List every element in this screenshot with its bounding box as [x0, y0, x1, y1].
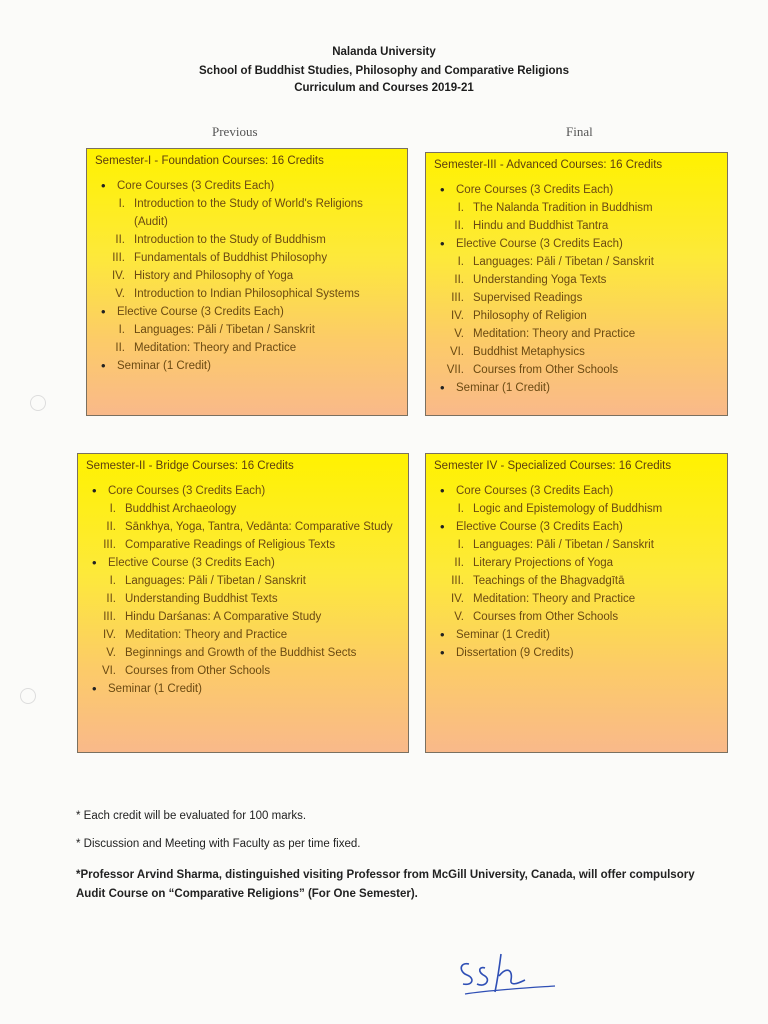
semester-box [86, 148, 408, 416]
course-name: Philosophy of Religion [473, 310, 587, 322]
course-section-label: • Core Courses (3 Credits Each) [95, 177, 399, 195]
course-number: VI. [101, 665, 116, 677]
course-section-label: • Elective Course (3 Credits Each) [95, 303, 399, 321]
course-name: Teachings of the Bhagvadgītā [473, 575, 625, 587]
course-item [434, 343, 719, 361]
course-item [86, 608, 400, 626]
course-item [434, 271, 719, 289]
school-name: School of Buddhist Studies, Philosophy and Comparative Religions [199, 65, 569, 77]
course-name: Literary Projections of Yoga [473, 557, 614, 569]
course-item [434, 361, 719, 379]
course-name: Languages: Pāli / Tibetan / Sanskrit [473, 256, 654, 268]
course-number: III. [112, 252, 125, 264]
course-name: Understanding Buddhist Texts [125, 593, 278, 605]
course-item [86, 662, 400, 680]
course-name: Meditation: Theory and Practice [473, 593, 636, 605]
curriculum-title: Curriculum and Courses 2019-21 [294, 82, 474, 94]
column-heading-previous: Previous [212, 124, 258, 139]
semester-title: Semester IV - Specialized Courses: 16 Credits [434, 460, 672, 472]
course-name: Introduction to the Study of Buddhism [134, 234, 326, 246]
course-number: V. [115, 288, 125, 300]
signature [455, 950, 565, 1010]
course-item [95, 321, 399, 339]
course-number: V. [106, 647, 116, 659]
course-name: Languages: Pāli / Tibetan / Sanskrit [125, 575, 306, 587]
course-name: Hindu Darśanas: A Comparative Study [125, 611, 322, 623]
course-item [95, 195, 399, 231]
course-number: III. [451, 575, 464, 587]
course-number: V. [454, 611, 464, 623]
course-name: Hindu and Buddhist Tantra [473, 220, 609, 232]
column-heading-final: Final [566, 124, 593, 139]
course-name: Introduction to the Study of World's Religions (Audit) [134, 198, 363, 228]
course-name: Fundamentals of Buddhist Philosophy [134, 252, 328, 264]
course-item [95, 231, 399, 249]
course-number: IV. [102, 629, 116, 641]
course-name: Languages: Pāli / Tibetan / Sanskrit [473, 539, 654, 551]
course-name: Sānkhya, Yoga, Tantra, Vedānta: Comparative Study [125, 521, 393, 533]
semester-box [425, 453, 728, 753]
footnote: * Each credit will be evaluated for 100 marks. [76, 810, 307, 822]
semester-title: Semester-II - Bridge Courses: 16 Credits [86, 460, 294, 472]
course-number: VII. [446, 364, 464, 376]
course-item [434, 536, 719, 554]
course-name: Meditation: Theory and Practice [125, 629, 288, 641]
course-number: II. [454, 557, 464, 569]
course-item [434, 217, 719, 235]
course-number: II. [115, 342, 125, 354]
course-number: I. [118, 324, 125, 336]
course-item [95, 339, 399, 357]
course-item [86, 590, 400, 608]
course-number: VI. [449, 346, 464, 358]
course-name: Languages: Pāli / Tibetan / Sanskrit [134, 324, 315, 336]
course-section-label: • Dissertation (9 Credits) [434, 644, 719, 662]
course-item [86, 500, 400, 518]
course-item [434, 554, 719, 572]
course-item [434, 289, 719, 307]
course-section-label: • Elective Course (3 Credits Each) [434, 518, 719, 536]
course-item [95, 285, 399, 303]
course-name: Courses from Other Schools [473, 611, 619, 623]
course-name: Beginnings and Growth of the Buddhist Sects [125, 647, 357, 659]
course-item [434, 253, 719, 271]
punch-hole-mark [30, 395, 46, 411]
course-section-label: • Elective Course (3 Credits Each) [434, 235, 719, 253]
course-item [434, 608, 719, 626]
punch-hole-mark [20, 688, 36, 704]
course-name: Meditation: Theory and Practice [134, 342, 297, 354]
course-item [86, 644, 400, 662]
course-name: Understanding Yoga Texts [473, 274, 607, 286]
semester-title: Semester-III - Advanced Courses: 16 Credits [434, 159, 663, 171]
course-item [434, 199, 719, 217]
course-item [434, 500, 719, 518]
course-number: II. [454, 220, 464, 232]
course-item [86, 536, 400, 554]
course-number: II. [454, 274, 464, 286]
semester-box [425, 152, 728, 416]
course-section-label: • Elective Course (3 Credits Each) [86, 554, 400, 572]
course-number: I. [457, 503, 464, 515]
course-name: Buddhist Metaphysics [473, 346, 585, 358]
semester-title: Semester-I - Foundation Courses: 16 Credits [95, 155, 324, 167]
course-number: IV. [450, 310, 464, 322]
course-number: V. [454, 328, 464, 340]
course-name: Comparative Readings of Religious Texts [125, 539, 336, 551]
course-number: I. [457, 202, 464, 214]
course-section-label: • Seminar (1 Credit) [86, 680, 400, 698]
footnote-professor: *Professor Arvind Sharma, distinguished visiting Professor from McGill University, Canada, will offer compulsory Audit Course on “Comparative Religions” (For One Semester). [76, 869, 695, 900]
course-name: Courses from Other Schools [473, 364, 619, 376]
course-name: History and Philosophy of Yoga [134, 270, 294, 282]
course-section-label: • Seminar (1 Credit) [95, 357, 399, 375]
course-section-label: • Core Courses (3 Credits Each) [86, 482, 400, 500]
course-item [434, 572, 719, 590]
course-section-label: • Core Courses (3 Credits Each) [434, 181, 719, 199]
course-name: Courses from Other Schools [125, 665, 271, 677]
course-item [95, 267, 399, 285]
course-number: II. [106, 593, 116, 605]
course-name: Buddhist Archaeology [125, 503, 237, 515]
course-name: Introduction to Indian Philosophical Systems [134, 288, 360, 300]
course-item [86, 572, 400, 590]
course-item [86, 626, 400, 644]
course-section-label: • Core Courses (3 Credits Each) [434, 482, 719, 500]
course-number: IV. [111, 270, 125, 282]
signature-scribble [455, 950, 565, 1005]
course-number: I. [457, 539, 464, 551]
course-number: III. [103, 611, 116, 623]
course-name: Meditation: Theory and Practice [473, 328, 636, 340]
course-number: I. [109, 575, 116, 587]
course-name: The Nalanda Tradition in Buddhism [473, 202, 653, 214]
course-name: Supervised Readings [473, 292, 583, 304]
course-number: I. [457, 256, 464, 268]
semester-box [77, 453, 409, 753]
course-number: II. [106, 521, 116, 533]
course-number: I. [109, 503, 116, 515]
course-section-label: • Seminar (1 Credit) [434, 626, 719, 644]
course-number: III. [103, 539, 116, 551]
course-section-label: • Seminar (1 Credit) [434, 379, 719, 397]
course-name: Logic and Epistemology of Buddhism [473, 503, 663, 515]
course-number: II. [115, 234, 125, 246]
course-item [434, 325, 719, 343]
course-number: III. [451, 292, 464, 304]
footnote: * Discussion and Meeting with Faculty as per time fixed. [76, 838, 361, 850]
course-item [95, 249, 399, 267]
course-item [434, 307, 719, 325]
course-item [86, 518, 400, 536]
university-name: Nalanda University [332, 46, 436, 58]
course-item [434, 590, 719, 608]
course-number: I. [118, 198, 125, 210]
course-number: IV. [450, 593, 464, 605]
